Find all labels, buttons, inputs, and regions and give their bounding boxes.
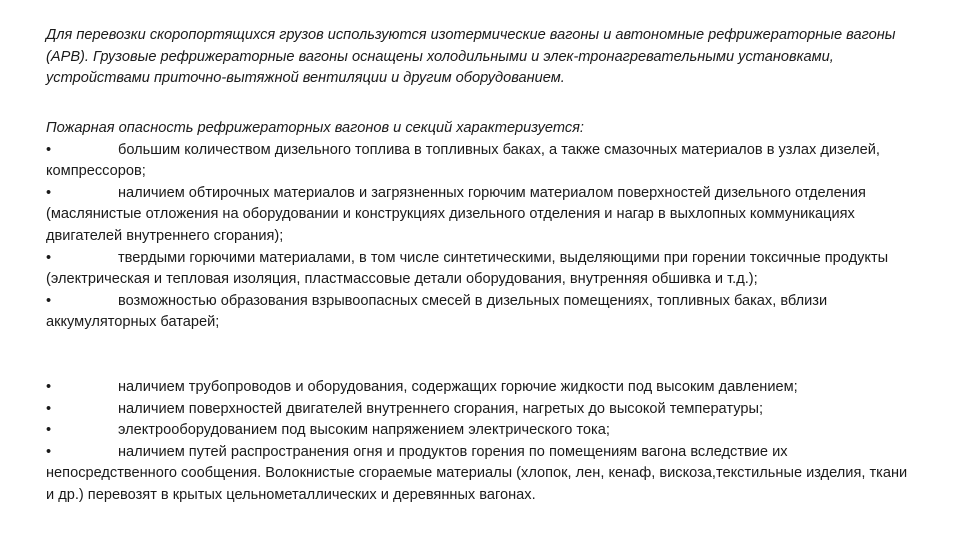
bullet-item-7 <box>46 420 916 442</box>
bullet-text: наличием путей распространения огня и продуктов горения по помещениям вагона вследствие их непосредственного сообщения. Волокнистые сгораемые материалы (хлопок, лен, кенаф, вискоза,текстильные изделия, ткани и др.) перевозят в крытых цельнометаллических и деревянных вагонах. <box>46 443 908 503</box>
bullet-icon: • <box>46 379 52 395</box>
additional-hazards-section <box>46 377 916 507</box>
bullet-text: электрооборудованием под высоким напряжением электрического тока; <box>118 422 610 439</box>
bullet-icon: • <box>46 422 52 439</box>
bullet-item-5 <box>46 377 916 399</box>
bullet-icon: • <box>46 292 52 309</box>
bullet-icon: • <box>46 443 52 460</box>
bullet-text: возможностью образования взрывоопасных смесей в дизельных помещениях, топливных баках, вблизи аккумуляторных батарей; <box>46 292 828 331</box>
bullet-item-2 <box>46 183 916 248</box>
bullet-icon: • <box>46 184 52 201</box>
bullet-icon: • <box>46 141 52 158</box>
bullet-item-3 <box>46 248 916 291</box>
bullet-item-6 <box>46 399 916 421</box>
bullet-text: наличием обтирочных материалов и загрязненных горючим материалом поверхностей дизельного отделения (маслянистые отложения на оборудовании и конструкциях дизельного отделения и нагар в выхлопных коммуникациях двигателей внутреннего сгорания); <box>46 184 866 244</box>
bullet-item-4 <box>46 291 916 334</box>
bullet-item-1 <box>46 140 916 183</box>
intro-paragraph: Для перевозки скоропортящихся грузов используются изотермические вагоны и автономные рефрижераторные вагоны (АРВ). Грузовые рефрижераторные вагоны оснащены холодильными и элек-тронагревательными установками, устройствами приточно-вытяжной вентиляции и другим оборудованием. <box>46 27 896 87</box>
fire-hazard-section <box>46 118 916 334</box>
bullet-icon: • <box>46 400 52 417</box>
bullet-text: наличием поверхностей двигателей внутреннего сгорания, нагретых до высокой температуры; <box>118 400 763 417</box>
bullet-text: твердыми горючими материалами, в том числе синтетическими, выделяющими при горении токсичные продукты (электрическая и тепловая изоляция, пластмассовые детали оборудования, внутренняя обшивка и т.д.); <box>46 249 889 288</box>
fire-hazard-heading: Пожарная опасность рефрижераторных вагонов и секций характеризуется: <box>46 120 584 136</box>
bullet-icon: • <box>46 249 52 266</box>
bullet-text: большим количеством дизельного топлива в топливных баках, а также смазочных материалов в узлах дизелей, компрессоров; <box>46 141 880 180</box>
bullet-text: наличием трубопроводов и оборудования, содержащих горючие жидкости под высоким давлением; <box>118 379 798 395</box>
bullet-item-8 <box>46 442 916 507</box>
